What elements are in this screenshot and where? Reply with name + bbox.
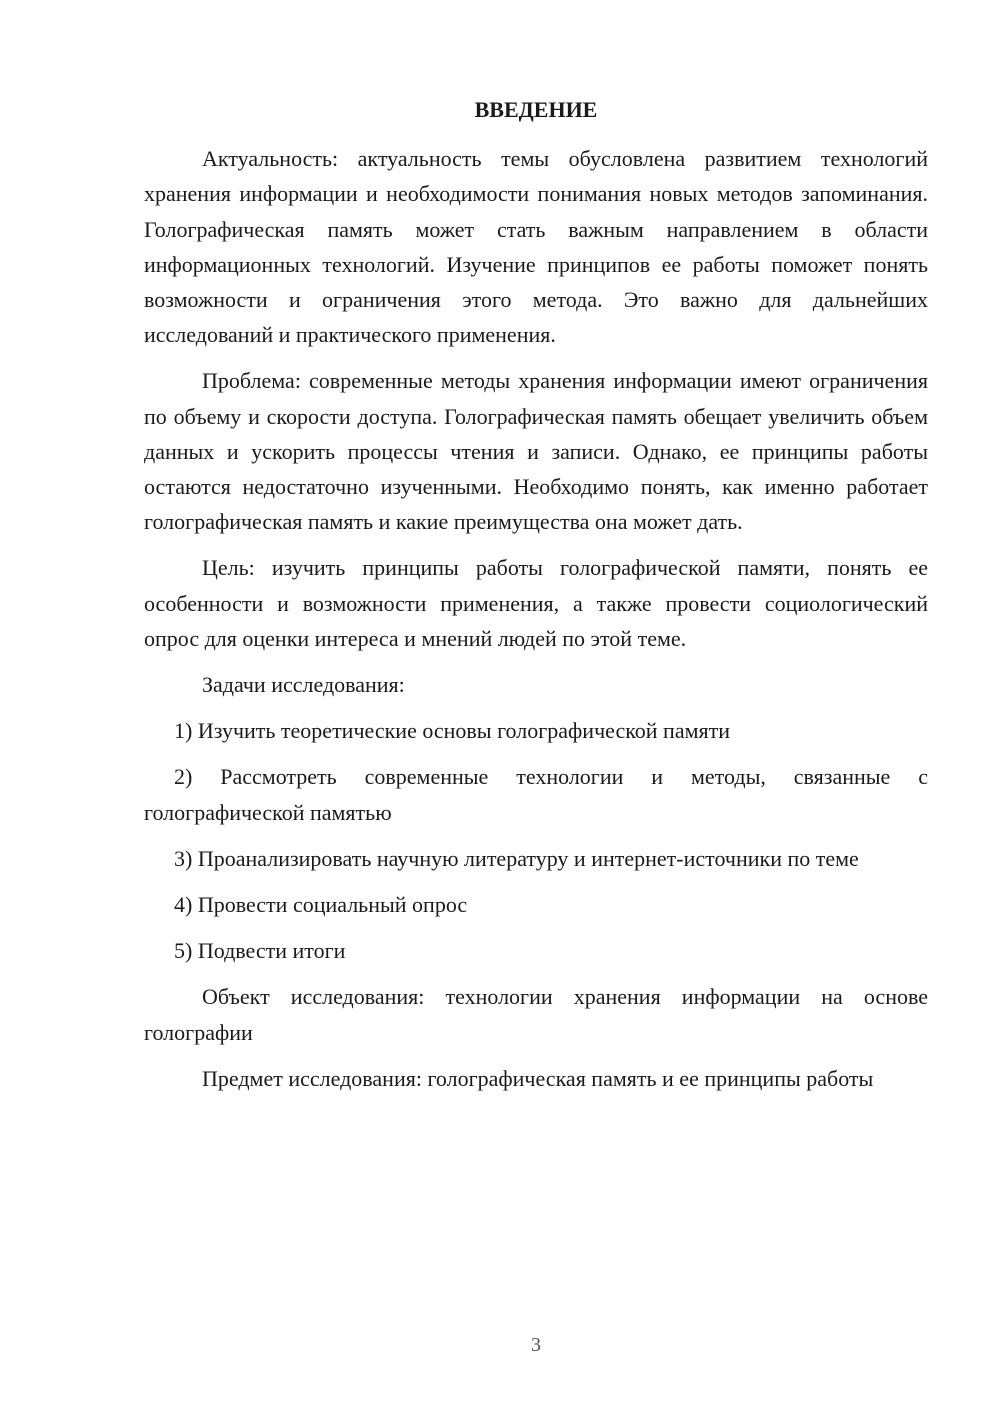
goal-paragraph: Цель: изучить принципы работы голографической памяти, понять ее особенности и возможности применения, а также провести социологический опрос для оценки интереса и мнений людей по этой теме. — [144, 555, 928, 651]
page-content — [144, 92, 928, 1107]
task-item-1: 1) Изучить теоретические основы голографической памяти — [174, 718, 731, 744]
task-item-2: 2) Рассмотреть современные технологии и методы, связанные с голографической памятью — [144, 764, 928, 825]
relevance-paragraph: Актуальность: актуальность темы обусловлена развитием технологий хранения информации и необходимости понимания новых методов запоминания. Голографическая память может стать важным направлением в области информационных технологий. Изучение принципов ее работы поможет понять возможности и ограничения этого метода. Это важно для дальнейших исследований и практического применения. — [144, 146, 928, 348]
task-item-5: 5) Подвести итоги — [174, 938, 346, 964]
task-item-3: 3) Проанализировать научную литературу и интернет-источники по теме — [174, 845, 859, 871]
object-paragraph: Объект исследования: технологии хранения информации на основе голографии — [144, 984, 928, 1045]
page-number: 3 — [531, 1334, 541, 1356]
tasks-heading: Задачи исследования: — [202, 672, 405, 698]
problem-paragraph: Проблема: современные методы хранения информации имеют ограничения по объему и скорости доступа. Голографическая память обещает увеличить объем данных и ускорить процессы чтения и записи. Однако, ее принципы работы остаются недостаточно изученными. Необходимо понять, как именно работает голографическая память и какие преимущества она может дать. — [144, 368, 928, 535]
section-title: ВВЕДЕНИЕ — [474, 97, 598, 122]
subject-paragraph: Предмет исследования: голографическая память и ее принципы работы — [202, 1065, 874, 1091]
task-item-4: 4) Провести социальный опрос — [174, 892, 468, 918]
